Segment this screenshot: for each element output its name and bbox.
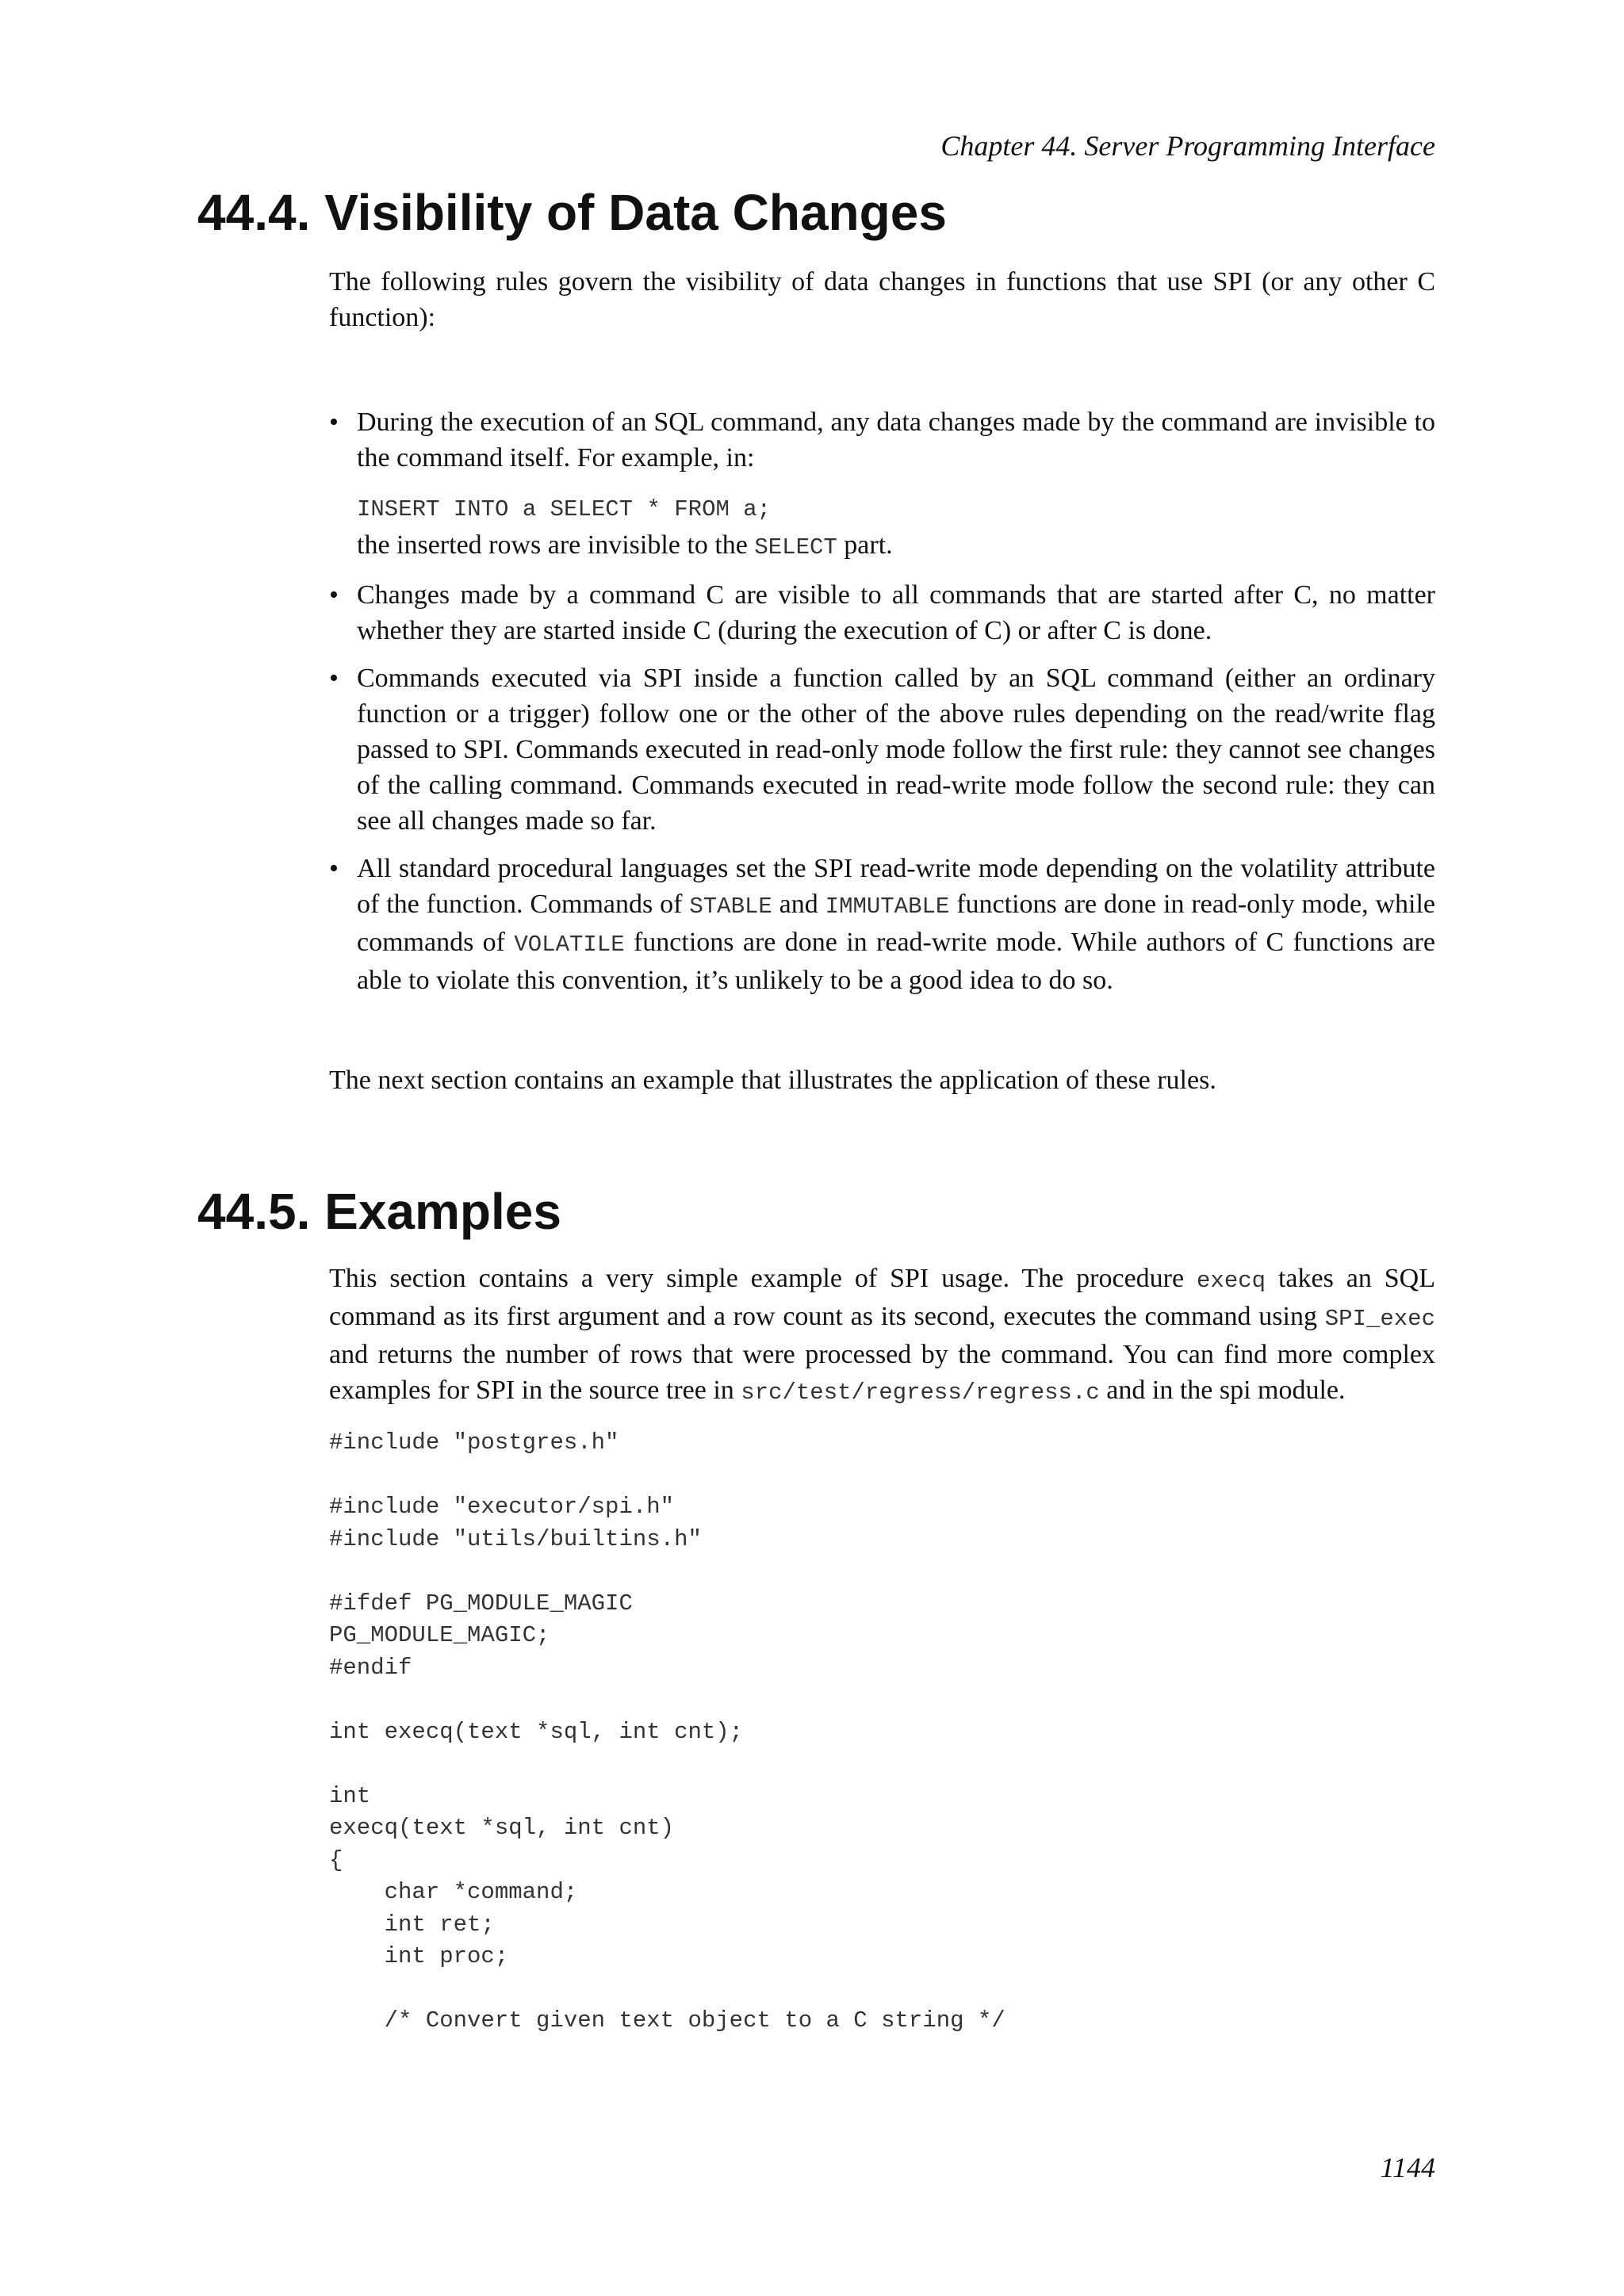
rule-item-4: [329, 851, 1435, 998]
rule-item-1: [329, 404, 1435, 565]
rule-3-text: • Commands executed via SPI inside a function called by an SQL command (either an ordinary function or a trigger) follow one or the other of the above rules depending on the read/write flag passed to SPI. Commands executed in read-only mode follow the first rule: they cannot see changes of the calling command. Commands executed in read-write mode follow the second rule: they can see all changes made so far.: [357, 664, 1435, 836]
immutable-keyword: IMMUTABLE: [825, 894, 950, 920]
visibility-rules-block: [329, 404, 1435, 998]
examples-part-1: This section contains a very simple example of SPI usage. The procedure: [329, 1264, 1197, 1293]
rule-4-part-3: functions are done in read-only mode, while commands of: [357, 890, 1435, 957]
code-listing: #include "postgres.h" #include "executor/spi.h" #include "utils/builtins.h" #ifdef PG_MODULE_MAGIC PG_MODULE_MAGIC; #endif int execq(text *sql, int cnt); int execq(text *sql, int cnt) { char *command; int ret; int proc; /* Convert given text object to a C string */: [329, 1429, 1005, 2034]
rule-1-code-example: INSERT INTO a SELECT * FROM a;: [357, 496, 772, 522]
examples-part-4: and in the spi module.: [1099, 1376, 1346, 1405]
rule-4-part-2: and: [772, 890, 825, 919]
visibility-intro: The following rules govern the visibility of data changes in functions that use SPI (or any other C function):: [329, 267, 1435, 332]
rule-1-followup: [357, 527, 1435, 565]
visibility-closing-block: [329, 1062, 1435, 1098]
examples-part-3: and returns the number of rows that were processed by the command. You can find more complex examples for SPI in the source tree in: [329, 1340, 1435, 1405]
rule-4-text: [357, 851, 1435, 998]
rule-4-part-4: functions are done in read-write mode. While authors of C functions are able to violate this convention, it’s unlikely to be a good idea to do so.: [357, 928, 1435, 995]
visibility-closing: The next section contains an example that illustrates the application of these rules.: [329, 1066, 1216, 1095]
examples-para-block: [329, 1261, 1435, 1410]
examples-para: [329, 1261, 1435, 1410]
rule-1-followup-pre: the inserted rows are invisible to the: [357, 530, 755, 560]
running-header: Chapter 44. Server Programming Interface: [940, 130, 1435, 162]
volatile-keyword: VOLATILE: [514, 932, 625, 958]
section-heading-examples: 44.5. Examples: [197, 1183, 561, 1240]
visibility-intro-block: [329, 264, 1435, 335]
rule-item-3: [329, 660, 1435, 839]
rule-item-2: [329, 577, 1435, 649]
rule-1-followup-post: part.: [837, 530, 893, 560]
examples-part-2: takes an SQL command as its first argument and a row count as its second, executes the command using: [329, 1264, 1435, 1331]
stable-keyword: STABLE: [689, 894, 772, 920]
rule-2-text: • Changes made by a command C are visible to all commands that are started after C, no matter whether they are started inside C (during the execution of C) or after C is done.: [357, 580, 1435, 645]
regress-path: src/test/regress/regress.c: [741, 1380, 1100, 1406]
execq-keyword: execq: [1197, 1268, 1266, 1294]
section-heading-visibility: 44.4. Visibility of Data Changes: [197, 184, 947, 241]
rule-1-text: • During the execution of an SQL command, any data changes made by the command are invisible to the command itself. For example, in:: [357, 408, 1435, 473]
spi-exec-keyword: SPI_exec: [1324, 1306, 1435, 1332]
visibility-rules-list: [329, 404, 1435, 998]
select-keyword: SELECT: [754, 534, 837, 561]
rule-4-part-1: All standard procedural languages set the SPI read-write mode depending on the volatility attribute of the function. Commands of: [357, 854, 1435, 919]
page-number: 1144: [1380, 2152, 1435, 2183]
